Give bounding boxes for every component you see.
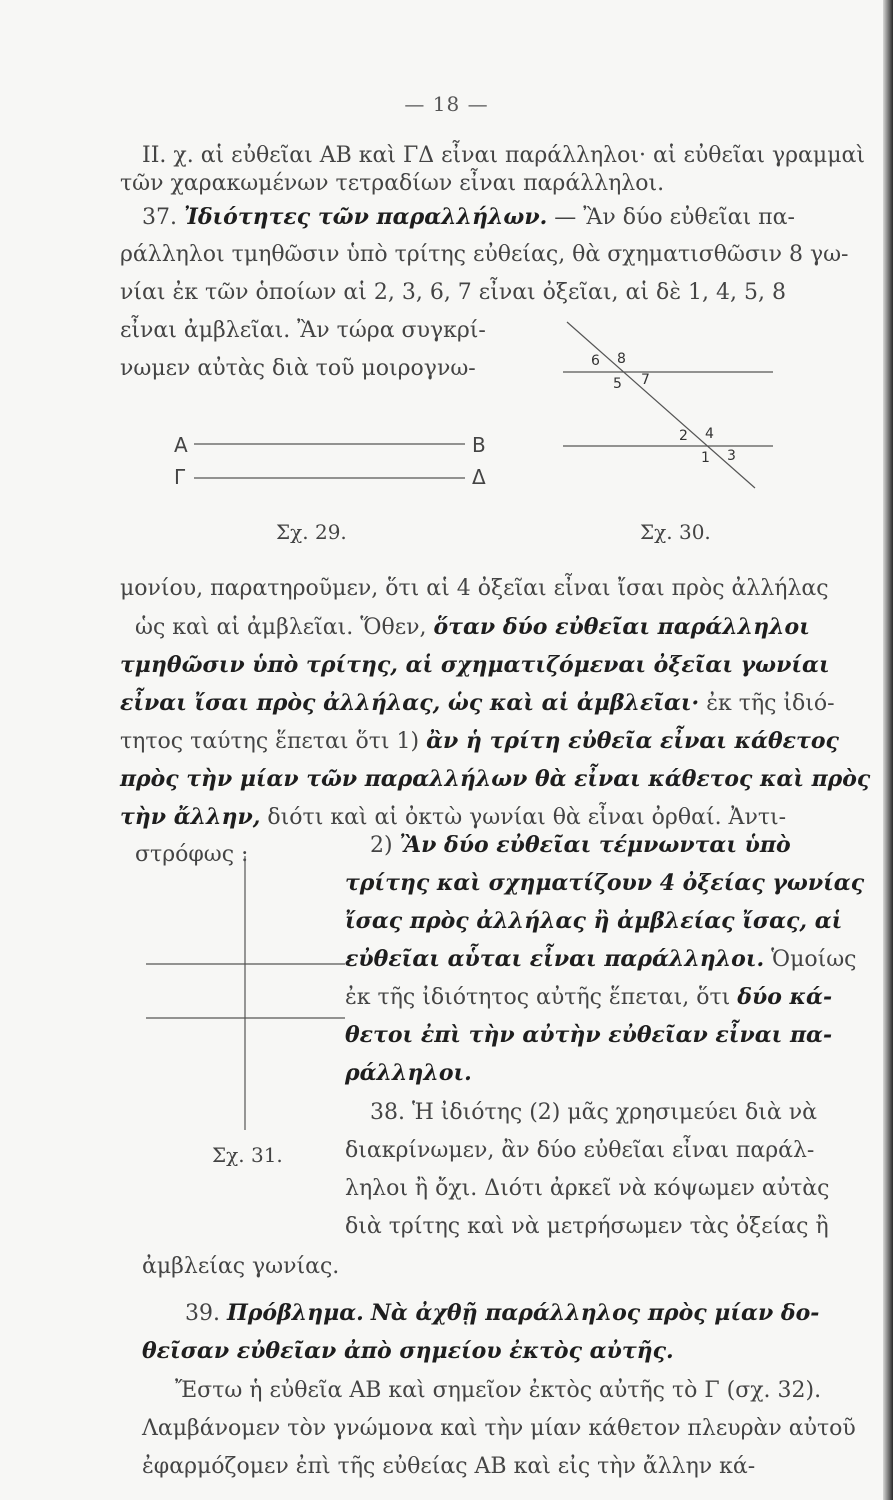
fig30-angle-5: 5 xyxy=(613,376,622,392)
properties-line-1: μονίου, παρατηροῦμεν, ὅτι αἱ 4 ὀξεῖαι εἶναι ἴσαι πρὸς ἀλλήλας xyxy=(120,576,829,601)
section-37-line-1 xyxy=(142,204,795,230)
section-39-line-2: θεῖσαν εὐθεῖαν ἀπὸ σημείου ἐκτὸς αὐτῆς. xyxy=(142,1338,674,1364)
properties-line-5-bold: ἂν ἡ τρίτη εὐθεῖα εἶναι κάθετος xyxy=(426,728,839,754)
fig30-angle-2: 2 xyxy=(679,428,688,444)
properties-line-2 xyxy=(135,614,810,640)
properties-line-2-bold: ὅταν δύο εὐθεῖαι παράλληλοι xyxy=(433,614,810,640)
figure-30 xyxy=(555,318,785,498)
section-39-line-5: ἐφαρμόζομεν ἐπὶ τῆς εὐθείας ΑΒ καὶ εἰς τὴν ἄλλην κά- xyxy=(142,1454,756,1479)
property-2-line-4-bold: εὐθεῖαι αὗται εἶναι παράλληλοι. xyxy=(345,946,765,972)
property-2-line-7: ράλληλοι. xyxy=(345,1060,472,1086)
section-38-line-4: διὰ τρίτης καὶ νὰ μετρήσωμεν τὰς ὀξείας ἢ xyxy=(345,1214,829,1239)
property-2-line-2: τρίτης καὶ σχηματίζουν 4 ὀξείας γωνίας xyxy=(345,870,865,896)
properties-line-4-text: ἐκ τῆς ἰδιό- xyxy=(706,691,835,716)
property-2-number: 2) xyxy=(370,833,393,858)
section-39-line-1 xyxy=(185,1300,819,1326)
property-2-line-4 xyxy=(345,946,857,972)
fig29-label-B: Β xyxy=(472,433,486,457)
properties-line-8: στρόφως : xyxy=(135,842,249,867)
properties-line-7-text: διότι καὶ αἱ ὀκτὼ γωνίαι θὰ εἶναι ὀρθαί. Ἀντι- xyxy=(267,805,787,830)
properties-line-4-bold: εἶναι ἴσαι πρὸς ἀλλήλας, ὡς καὶ αἱ ἀμβλεῖαι· xyxy=(120,690,700,716)
properties-line-2-text: ὡς καὶ αἱ ἀμβλεῖαι. Ὅθεν, xyxy=(135,615,427,640)
section-37-line-2: ράλληλοι τμηθῶσιν ὑπὸ τρίτης εὐθείας, θὰ σχηματισθῶσιν 8 γω- xyxy=(120,242,849,267)
page-edge-shadow xyxy=(883,0,893,1500)
section-38-line-5: ἀμβλείας γωνίας. xyxy=(142,1254,340,1279)
properties-line-5 xyxy=(120,728,839,754)
fig29-label-A: Α xyxy=(174,433,188,457)
section-38-line-3: ληλοι ἢ ὄχι. Διότι ἀρκεῖ νὰ κόψωμεν αὐτὰς xyxy=(345,1176,830,1201)
properties-line-3: τμηθῶσιν ὑπὸ τρίτης, αἱ σχηματιζόμεναι ὀξεῖαι γωνίαι xyxy=(120,652,830,678)
fig30-angle-6: 6 xyxy=(591,353,600,369)
property-2-line-5-bold: δύο κά- xyxy=(737,984,833,1010)
figure-31-caption: Σχ. 31. xyxy=(212,1143,283,1167)
section-38-line-1: 38. Ἡ ἰδιότης (2) μᾶς χρησιμεύει διὰ νὰ xyxy=(370,1100,817,1125)
section-39-problem-l1: Νὰ ἀχθῇ παράλληλος πρὸς μίαν δο- xyxy=(370,1300,820,1326)
figure-31 xyxy=(140,850,350,1140)
section-38-line-2: διακρίνωμεν, ἂν δύο εὐθεῖαι εἶναι παράλ- xyxy=(345,1138,815,1163)
fig30-angle-3: 3 xyxy=(727,448,736,464)
section-37-title: Ἰδιότητες τῶν παραλλήλων. xyxy=(184,204,548,230)
property-2-bold: Ἂν δύο εὐθεῖαι τέμνωνται ὑπὸ xyxy=(399,832,791,858)
figure-30-caption: Σχ. 30. xyxy=(640,520,711,544)
fig30-angle-1: 1 xyxy=(701,450,710,466)
properties-line-7-bold: τὴν ἄλλην, xyxy=(120,804,261,830)
properties-line-7 xyxy=(120,804,786,830)
property-2-line-3: ἴσας πρὸς ἀλλήλας ἢ ἀμβλείας ἴσας, αἱ xyxy=(345,908,843,934)
property-2-line-1 xyxy=(370,832,791,858)
section-37-number: 37. xyxy=(142,205,177,230)
properties-line-4 xyxy=(120,690,835,716)
fig30-angle-8: 8 xyxy=(617,351,626,367)
section-39-title: Πρόβλημα. xyxy=(227,1300,364,1326)
properties-line-6: πρὸς τὴν μίαν τῶν παραλλήλων θὰ εἶναι κάθετος καὶ πρὸς xyxy=(120,766,871,792)
section-39-number: 39. xyxy=(185,1301,220,1326)
property-2-line-6: θετοι ἐπὶ τὴν αὐτὴν εὐθεῖαν εἶναι πα- xyxy=(345,1022,833,1048)
fig29-label-G: Γ xyxy=(174,465,186,489)
section-37-line-4: εἶναι ἀμβλεῖαι. Ἂν τώρα συγκρί- xyxy=(120,318,486,343)
property-2-line-5 xyxy=(345,984,832,1010)
section-37-line-3: νίαι ἐκ τῶν ὁποίων αἱ 2, 3, 6, 7 εἶναι ὀξεῖαι, αἱ δὲ 1, 4, 5, 8 xyxy=(120,280,786,305)
figure-29-caption: Σχ. 29. xyxy=(276,520,347,544)
section-37-line-5: νωμεν αὐτὰς διὰ τοῦ μοιρογνω- xyxy=(120,356,476,381)
page-number: — 18 — xyxy=(404,92,489,116)
paragraph-parallel-example: II. χ. αἱ εὐθεῖαι ΑΒ καὶ ΓΔ εἶναι παράλληλοι· αἱ εὐθεῖαι γραμμαὶ τῶν χαρακωμένων τετραδίων εἶναι παράλληλοι. xyxy=(120,143,865,196)
property-2-line-4-text: Ὁμοίως xyxy=(771,947,857,972)
fig29-label-D: Δ xyxy=(472,465,486,489)
properties-line-5-text: τητος ταύτης ἕπεται ὅτι 1) xyxy=(120,729,420,754)
fig30-angle-7: 7 xyxy=(641,372,650,388)
section-39-line-3: Ἔστω ἡ εὐθεῖα ΑΒ καὶ σημεῖον ἐκτὸς αὐτῆς τὸ Γ (σχ. 32). xyxy=(175,1378,822,1403)
section-37-text: — Ἂν δύο εὐθεῖαι πα- xyxy=(554,205,795,230)
section-39-line-4: Λαμβάνομεν τὸν γνώμονα καὶ τὴν μίαν κάθετον πλευρὰν αὐτοῦ xyxy=(142,1416,856,1441)
fig30-angle-4: 4 xyxy=(705,426,714,442)
property-2-line-5-text: ἐκ τῆς ἰδιότητος αὐτῆς ἕπεται, ὅτι xyxy=(345,985,731,1010)
